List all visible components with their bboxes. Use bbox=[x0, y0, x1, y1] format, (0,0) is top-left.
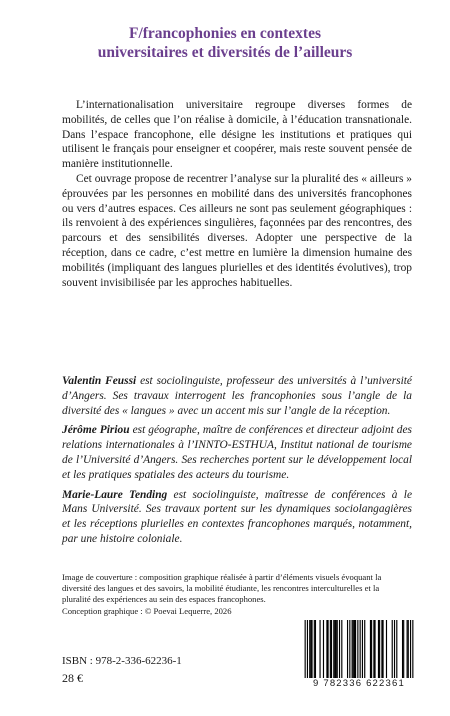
barcode-bar bbox=[354, 620, 355, 680]
barcode-bar bbox=[410, 620, 411, 680]
barcode-bar bbox=[381, 620, 382, 680]
barcode-bar bbox=[407, 620, 408, 680]
author-bio bbox=[62, 374, 412, 418]
back-cover-summary bbox=[62, 98, 412, 290]
isbn: ISBN : 978-2-336-62236-1 bbox=[62, 655, 182, 667]
barcode-bar bbox=[341, 620, 342, 680]
author-bio bbox=[62, 488, 412, 547]
barcode-bar bbox=[333, 620, 334, 680]
barcode-bar bbox=[349, 620, 350, 680]
barcode bbox=[300, 620, 418, 698]
barcode-bar bbox=[311, 620, 312, 680]
barcode-digits: 9 782336 622361 bbox=[300, 678, 418, 689]
barcode-bar bbox=[362, 620, 363, 680]
barcode-bar bbox=[310, 620, 311, 680]
barcode-bar bbox=[323, 620, 324, 680]
barcode-bar bbox=[328, 620, 329, 680]
barcode-bar bbox=[371, 620, 372, 680]
author-bio-text: est sociolinguiste, professeur des universités à l’université d’Angers. Ses travaux interrogent les francophonies sous l’angle de la diversité des « langues » avec un accent mis sur l’angle de la réception. bbox=[62, 375, 412, 417]
barcode-bars bbox=[300, 620, 418, 680]
author-name: Jérôme Piriou bbox=[62, 424, 130, 437]
author-bio-text: est géographe, maître de conférences et directeur adjoint des relations internationales à l’INNTO-ESTHUA, Institut national de tourisme de l’Université d’Angers. Ses recherches portent sur le développement local et les pratiques spatiales des acteurs du tourisme. bbox=[62, 424, 412, 481]
barcode-bar bbox=[355, 620, 356, 680]
barcode-bar bbox=[374, 620, 375, 680]
summary-paragraph: Cet ouvrage propose de recentrer l’analyse sur la pluralité des « ailleurs » éprouvées par les personnes en mobilité dans des universités francophones ou vers d’autres espaces. Ces ailleurs ne sont pas seulement géographiques : ils renvoient à des expériences singulières, façonnées par des rencontres, des parcours et des sensibilités diverses. Adopter une perspective de la réception, dans ce cadre, c’est mettre en lumière la dimension humaine des mobilités (impliquant des langues plurielles et des identités évolutives), trop souvent invisibilisée par les approches habituelles. bbox=[62, 172, 412, 289]
book-title-line-2: universitaires et diversités de l’ailleurs bbox=[97, 44, 353, 61]
barcode-bar bbox=[360, 620, 361, 680]
barcode-bar bbox=[319, 620, 320, 680]
barcode-bar bbox=[309, 620, 310, 680]
barcode-bar bbox=[334, 620, 335, 680]
barcode-bar bbox=[357, 620, 358, 680]
barcode-bar bbox=[305, 620, 306, 680]
barcode-bar bbox=[314, 620, 315, 680]
barcode-bar bbox=[408, 620, 409, 680]
barcode-bar bbox=[373, 620, 374, 680]
summary-paragraph: L’internationalisation universitaire regroupe diverses formes de mobilités, de celles que l’on réalise à domicile, à l’éducation transnationale. Dans l’espace francophone, elle désigne les institutions et pratiques qui utilisent le français pour enseigner et coopérer, mais reste souvent pensée de manière institutionnelle. bbox=[62, 99, 412, 171]
image-credits bbox=[62, 572, 392, 617]
barcode-bar bbox=[392, 620, 393, 680]
barcode-bar bbox=[382, 620, 383, 680]
barcode-bar bbox=[403, 620, 404, 680]
author-name: Marie-Laure Tending bbox=[62, 488, 168, 501]
barcode-bar bbox=[379, 620, 380, 680]
author-bio bbox=[62, 423, 412, 482]
barcode-bar bbox=[339, 620, 340, 680]
price: 28 € bbox=[62, 671, 83, 685]
barcode-bar bbox=[394, 620, 395, 680]
barcode-bar bbox=[386, 620, 387, 680]
book-title-line-1: F/francophonies en contextes bbox=[128, 25, 321, 42]
author-name: Valentin Feussi bbox=[62, 375, 137, 387]
author-bio-text: est sociolinguiste, maîtresse de conférences à le Mans Université. Ses travaux portent sur les dynamiques sociolangagières et les réceptions plurielles en contextes francophones marqués, notamment, par une histoire coloniale. bbox=[62, 488, 412, 545]
barcode-bar bbox=[353, 620, 354, 680]
barcode-bar bbox=[337, 620, 338, 680]
cover-image-credit: Image de couverture : composition graphique réalisée à partir d’éléments visuels évoquant la diversité des langues et des savoirs, la mobilité étudiante, les rencontres interculturelles et la pluralité des expériences au sein des espaces francophones. bbox=[62, 572, 382, 605]
barcode-bar bbox=[378, 620, 379, 680]
design-credit: Conception graphique : © Poevai Lequerre, 2026 bbox=[62, 605, 232, 616]
barcode-bar bbox=[347, 620, 348, 680]
author-bios bbox=[62, 374, 412, 552]
barcode-bar bbox=[412, 620, 413, 680]
barcode-bar bbox=[307, 620, 308, 680]
barcode-bar bbox=[326, 620, 327, 680]
barcode-bar bbox=[396, 620, 397, 680]
book-title bbox=[30, 24, 420, 62]
barcode-bar bbox=[336, 620, 337, 680]
barcode-bar bbox=[315, 620, 316, 680]
barcode-bar bbox=[331, 620, 332, 680]
barcode-bar bbox=[330, 620, 331, 680]
barcode-bar bbox=[370, 620, 371, 680]
barcode-bar bbox=[352, 620, 353, 680]
barcode-bar bbox=[364, 620, 365, 680]
barcode-bar bbox=[402, 620, 403, 680]
